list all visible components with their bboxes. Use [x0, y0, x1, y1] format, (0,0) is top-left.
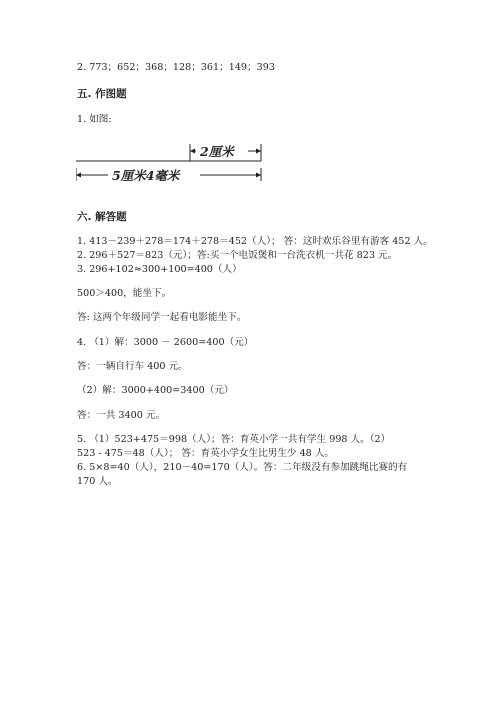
- solution-line-5: 答: 这两个年级同学一起看电影能坐下。: [77, 312, 247, 323]
- figure-top-label: 2厘米: [200, 144, 234, 159]
- arrow-right-icon: [256, 149, 261, 154]
- arrow-left-icon: [190, 149, 195, 154]
- answer-4-2: 2. 773；652；368；128；361；149；393: [77, 62, 275, 73]
- section-6-heading: 六. 解答题: [77, 211, 127, 223]
- arrow-right-icon: [256, 173, 261, 178]
- solution-line-3: 3. 296+102≈300+100=400（人）: [77, 264, 242, 275]
- section-5-heading: 五. 作图题: [77, 88, 127, 100]
- solution-line-1: 1. 413－239＋278＝174＋278＝452（人）； 答：这时欢乐谷里有游客 452 人。: [77, 236, 433, 247]
- drawing-figure-svg: [76, 137, 266, 187]
- section-5-item-1: 1. 如图:: [77, 114, 112, 125]
- solution-line-7: 答：一辆自行车 400 元。: [77, 361, 188, 372]
- solution-line-6: 4. （1）解：3000 － 2600=400（元）: [77, 337, 254, 348]
- drawing-figure: [76, 137, 266, 187]
- solution-line-9: 答：一共 3400 元。: [77, 410, 166, 421]
- solution-line-11: 523 - 475＝48（人）； 答：育英小学女生比男生少 48 人。: [77, 448, 335, 459]
- solution-line-8: （2）解：3000+400=3400（元）: [77, 385, 234, 396]
- solution-line-2: 2. 296＋527＝823（元）；答:买一个电饭煲和一台洗衣机一共花 823 元。: [77, 250, 398, 261]
- solution-line-10: 5. （1）523+475＝998（人）；答：育英小学一共有学生 998 人。（2）: [77, 434, 391, 445]
- solution-line-4: 500＞400，能坐下。: [77, 288, 172, 299]
- solution-line-13: 170 人。: [77, 476, 118, 487]
- solution-line-12: 6. 5×8=40（人），210－40=170（人）。答：二年级没有参加跳绳比赛的有: [77, 462, 408, 473]
- figure-bottom-label: 5厘米4毫米: [112, 168, 180, 183]
- arrow-left-icon: [76, 173, 81, 178]
